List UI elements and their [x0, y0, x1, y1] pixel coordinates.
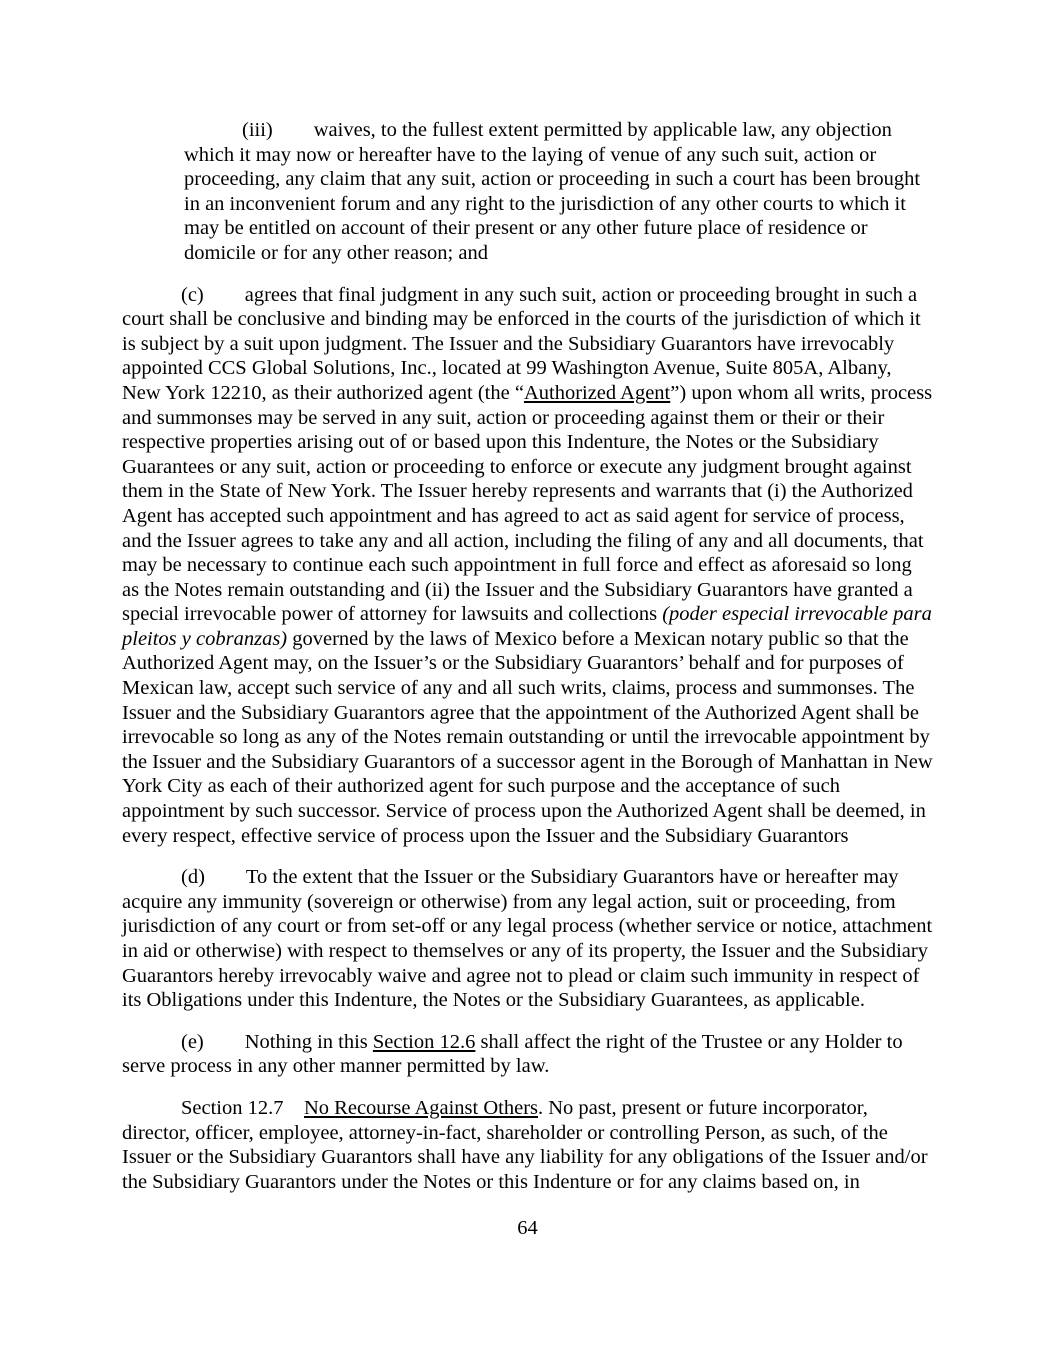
text-run: shall affect the right of the Trustee or any Holder to serve process in any other manner permitted by law.: [122, 1030, 903, 1078]
text-run: (d) To the extent that the Issuer or the Subsidiary Guarantors have or hereafter may acquire any immunity (sovereign or otherwise) from any legal action, suit or proceeding, from jurisdiction of any court or from set-off or any legal process (whether service or notice, attachment in aid or otherwise) with respect to themselves or any of its property, the Issuer and the Subsidiary Guarantors hereby irrevocably waive and agree not to plead or claim such immunity in respect of its Obligations under this Indenture, the Notes or the Subsidiary Guarantees, as applicable.: [122, 866, 933, 1012]
text-run: governed by the laws of Mexico before a Mexican notary public so that the Authorized Agent may, on the Issuer’s or the Subsidiary Guarantors’ behalf and for purposes of Mexican law, accept such service of any and all such writs, claims, process and summonses. The Issuer and the Subsidiary Guarantors agree that the appointment of the Authorized Agent shall be irrevocable so long as any of the Notes remain outstanding or until the irrevocable appointment by the Issuer and the Subsidiary Guarantors of a successor agent in the Borough of Manhattan in New York City as each of their authorized agent for such purpose and the acceptance of such appointment by such successor. Service of process upon the Authorized Agent shall be deemed, in every respect, effective service of process upon the Issuer and the Subsidiary Guarantors: [122, 627, 933, 847]
text-run: . No past, present or future incorporator, director, officer, employee, attorney-in-fact, shareholder or controlling Person, as such, of the Issuer or the Subsidiary Guarantors shall have any liability for any obligations of the Issuer and/or the Subsidiary Guarantors under the Notes or this Indenture or for any claims based on, in: [122, 1096, 928, 1193]
paragraph-clause-iii: [184, 118, 933, 266]
paragraph-e: [122, 1030, 933, 1079]
italic-text: (poder especial irrevocable para pleitos y cobranzas): [122, 603, 932, 650]
text-run: (iii) waives, to the fullest extent permitted by applicable law, any objection which it may now or hereafter have to the laying of venue of any such suit, action or proceeding, any claim that any suit, action or proceeding in such a court has been brought in an inconvenient forum and any right to the jurisdiction of any other courts to which it may be entitled on account of their present or any other future place of residence or domicile or for any other reason; and: [184, 119, 921, 264]
text-run: (e) Nothing in this: [181, 1030, 373, 1053]
paragraph-c: [122, 283, 933, 849]
paragraph-section-12-7: [122, 1096, 933, 1194]
page-number: 64: [517, 1217, 538, 1240]
underlined-text: Authorized Agent: [523, 381, 671, 404]
document-body: [122, 118, 933, 1194]
underlined-text: Section 12.6: [372, 1030, 476, 1053]
underlined-text: No Recourse Against Others: [304, 1096, 538, 1119]
text-run: ”) upon whom all writs, process and summonses may be served in any suit, action or proceeding against them or their or their respective properties arising out of or based upon this Indenture, the Notes or the Subsidiary Guarantees or any suit, action or proceeding to enforce or execute any judgment brought against them in the State of New York. The Issuer hereby represents and warrants that (i) the Authorized Agent has accepted such appointment and has agreed to act as said agent for service of process, and the Issuer agrees to take any and all action, including the filing of any and all documents, that may be necessary to continue each such appointment in full force and effect as aforesaid so long as the Notes remain outstanding and (ii) the Issuer and the Subsidiary Guarantors have granted a special irrevocable power of attorney for lawsuits and collections: [122, 381, 933, 626]
text-run: (c) agrees that final judgment in any such suit, action or proceeding brought in such a court shall be conclusive and binding may be enforced in the courts of the jurisdiction of which it is subject by a suit upon judgment. The Issuer and the Subsidiary Guarantors have irrevocably appointed CCS Global Solutions, Inc., located at 99 Washington Avenue, Suite 805A, Albany, New York 12210, as their authorized agent (the “: [122, 283, 921, 404]
paragraph-d: [122, 865, 933, 1013]
text-run: Section 12.7: [181, 1096, 304, 1119]
